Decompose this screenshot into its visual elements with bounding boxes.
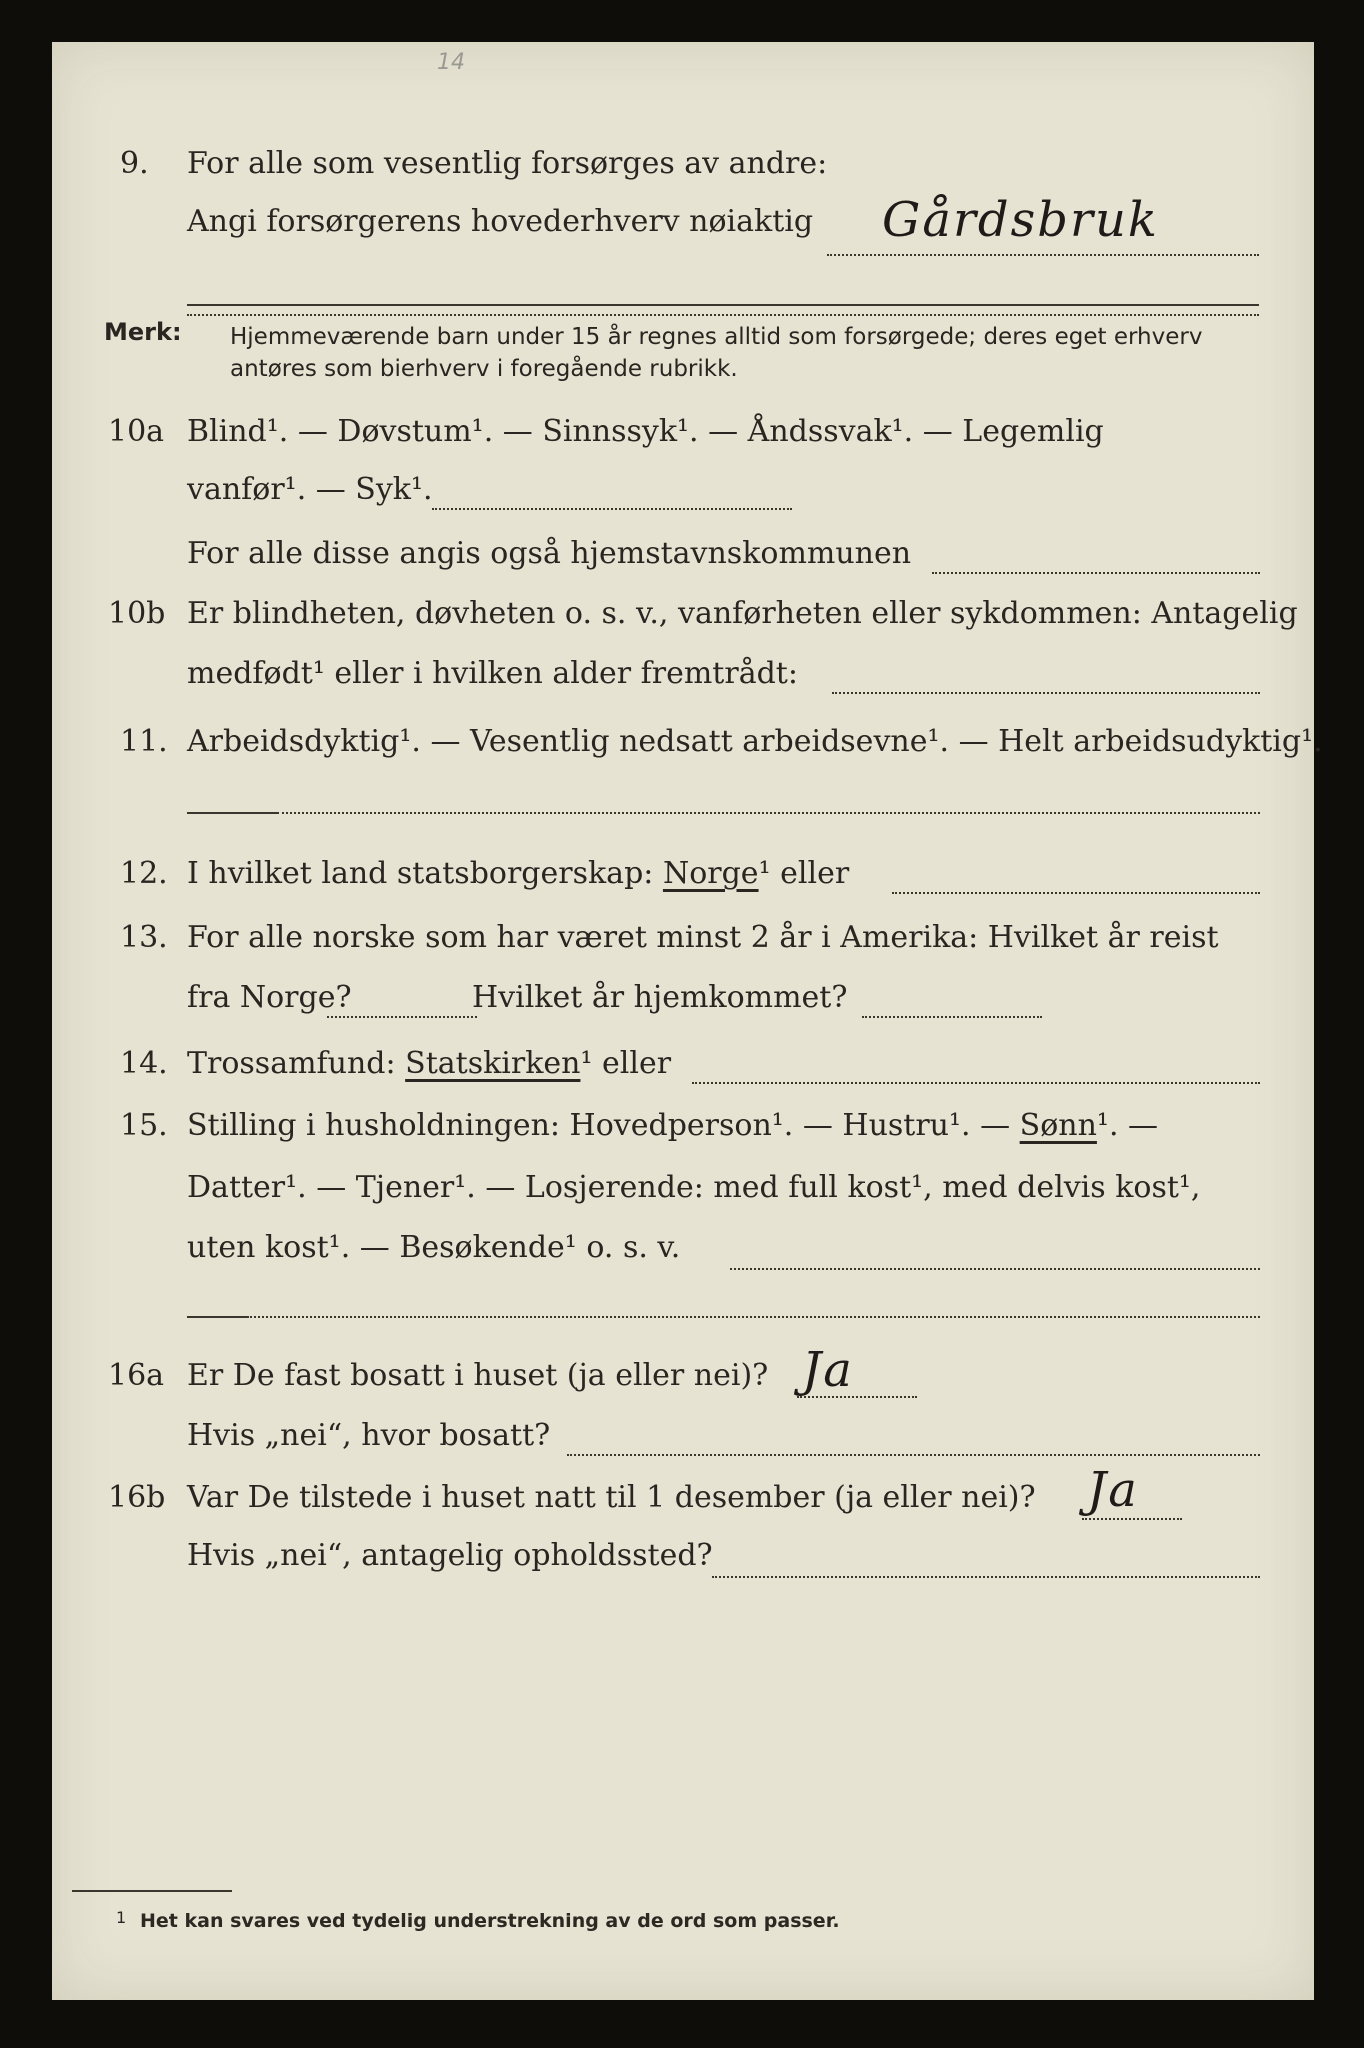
q16b-answer-handwritten[interactable]: Ja (1087, 1462, 1139, 1518)
footnote-rule (72, 1890, 232, 1892)
q14-number: 14. (120, 1046, 168, 1081)
q9-extra-line (187, 304, 1259, 306)
q16b-number: 16b (108, 1480, 166, 1515)
q15-number: 15. (120, 1108, 168, 1143)
q15-line-1-post: ¹. — (1096, 1108, 1159, 1143)
q14-pre: Trossamfund: (187, 1046, 396, 1081)
q16b-opholdssted-line (712, 1576, 1260, 1578)
q10b-line-2: medfødt¹ eller i hvilken alder fremtrådt: (187, 656, 798, 691)
pencil-mark: 14 (437, 50, 465, 75)
q16a-bosatt-line (567, 1454, 1260, 1456)
q16a-answer-line (797, 1396, 917, 1398)
footnote-mark: 1 (116, 1908, 127, 1927)
q13-line-2a: fra Norge? (187, 980, 352, 1015)
q15-line-2: Datter¹. — Tjener¹. — Losjerende: med full kost¹, med delvis kost¹, (187, 1170, 1201, 1205)
q15-underlined-answer[interactable]: Sønn (1019, 1108, 1097, 1143)
q16b-line-1: Var De tilstede i huset natt til 1 desember (ja eller nei)? (187, 1480, 1036, 1515)
census-form-page (52, 42, 1323, 2000)
q16a-line-2: Hvis „nei“, hvor bosatt? (187, 1418, 551, 1453)
q13-line-2b: Hvilket år hjemkommet? (472, 980, 848, 1015)
q14-answer-line (692, 1082, 1260, 1084)
q10b-number: 10b (108, 596, 166, 631)
q12-number: 12. (120, 856, 168, 891)
q13-hjemkommet-line (862, 1016, 1042, 1018)
merk-label: Merk: (104, 318, 182, 346)
q12-post: ¹ eller (758, 856, 850, 891)
q14-post: ¹ eller (580, 1046, 672, 1081)
q12-pre: I hvilket land statsborgerskap: (187, 856, 654, 891)
q9-line-2: Angi forsørgerens hovederhverv nøiaktig (187, 204, 814, 239)
q11-line-1: Arbeidsdyktig¹. — Vesentlig nedsatt arbeidsevne¹. — Helt arbeidsudyktig¹. (187, 724, 1323, 759)
q10a-kommune-line (932, 572, 1260, 574)
merk-line-1: Hjemmeværende barn under 15 år regnes alltid som forsørgede; deres eget erhverv (230, 324, 1203, 350)
q15-line-1-pre: Stilling i husholdningen: Hovedperson¹. — Hustru¹. — (187, 1108, 1011, 1143)
q9-line-1: For alle som vesentlig forsørges av andre: (187, 146, 828, 181)
q13-line-1: For alle norske som har været minst 2 år i Amerika: Hvilket år reist (187, 920, 1219, 955)
q15-extra-line (247, 1316, 1260, 1318)
q9-extra-line-2 (187, 314, 1259, 316)
q16a-line-1: Er De fast bosatt i huset (ja eller nei)? (187, 1358, 769, 1393)
q15-answer-line (730, 1268, 1260, 1270)
q9-answer-line (827, 254, 1259, 256)
q16b-line-2: Hvis „nei“, antagelig opholdssted? (187, 1538, 713, 1573)
q11-answer-line-solid (187, 812, 277, 814)
q16a-answer-handwritten[interactable]: Ja (802, 1342, 854, 1398)
q11-number: 11. (120, 724, 168, 759)
merk-line-2: antøres som bierhverv i foregående rubrikk. (230, 356, 738, 382)
q12-answer-line (892, 892, 1260, 894)
q10a-line-1: Blind¹. — Døvstum¹. — Sinnssyk¹. — Åndssvak¹. — Legemlig (187, 414, 1104, 449)
q16b-answer-line (1082, 1518, 1182, 1520)
q10a-line-3: For alle disse angis også hjemstavnskommunen (187, 536, 912, 571)
q9-answer-handwritten[interactable]: Gårdsbruk (882, 192, 1159, 248)
q9-number: 9. (120, 146, 149, 181)
q15-extra-line-solid (187, 1316, 247, 1318)
q11-answer-line (277, 812, 1260, 814)
q10b-answer-line (832, 692, 1260, 694)
q12-underlined-answer[interactable]: Norge (662, 856, 759, 891)
q13-reist-line (327, 1016, 477, 1018)
q10a-line-2: vanfør¹. — Syk¹. (187, 472, 433, 507)
q15-line-3: uten kost¹. — Besøkende¹ o. s. v. (187, 1230, 681, 1265)
footnote-text: Het kan svares ved tydelig understrekning av de ord som passer. (140, 1910, 840, 1932)
q16a-number: 16a (108, 1358, 165, 1393)
q12-text (187, 854, 849, 894)
q14-text (187, 1044, 671, 1084)
q14-underlined-answer[interactable]: Statskirken (405, 1046, 581, 1081)
q10a-syk-line (432, 508, 792, 510)
q10a-number: 10a (108, 414, 165, 449)
q13-number: 13. (120, 920, 168, 955)
q15-line-1 (187, 1106, 1158, 1146)
q10b-line-1: Er blindheten, døvheten o. s. v., vanførheten eller sykdommen: Antagelig (187, 596, 1298, 631)
